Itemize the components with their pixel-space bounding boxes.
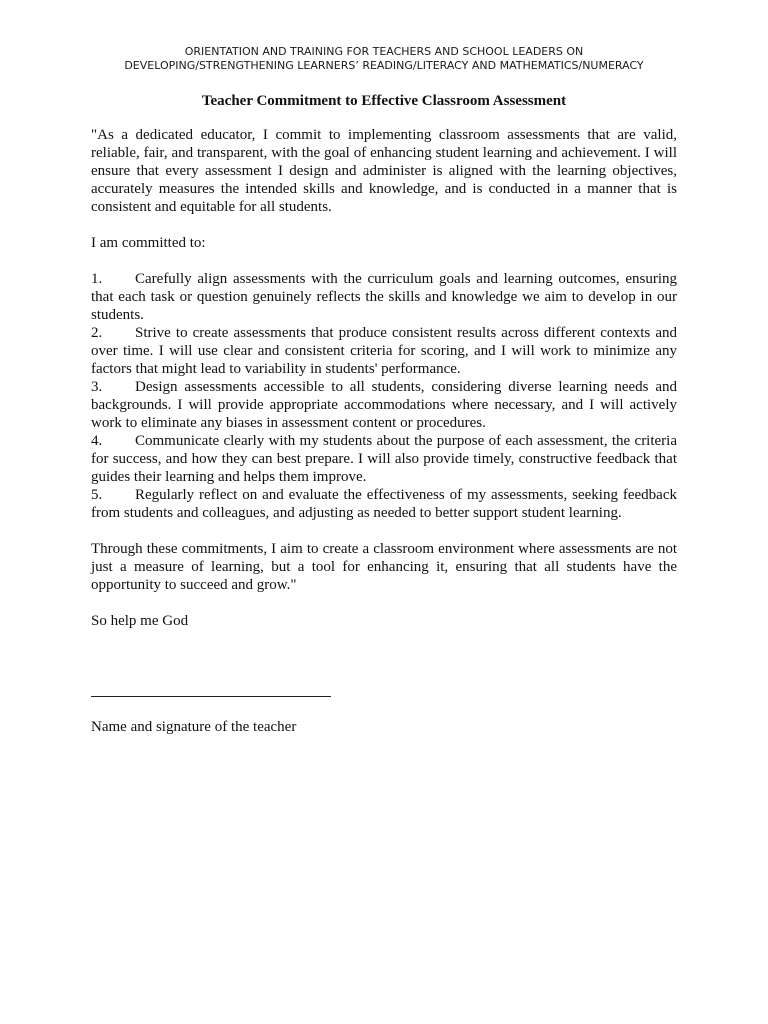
commitment-list xyxy=(91,270,677,522)
list-item-text: Carefully align assessments with the curriculum goals and learning outcomes, ensuring that each task or question genuinely reflects the skills and knowledge we aim to develop in our students. xyxy=(91,271,677,323)
list-item xyxy=(91,324,677,378)
committed-to-label: I am committed to: xyxy=(91,235,206,251)
header-line-1: ORIENTATION AND TRAINING FOR TEACHERS AND SCHOOL LEADERS ON xyxy=(184,45,584,58)
page-header xyxy=(0,45,768,73)
list-item-text: Strive to create assessments that produce consistent results across different contexts and over time. I will use clear and consistent criteria for scoring, and I will work to minimize any factors that might lead to variability in students' performance. xyxy=(91,325,677,377)
list-item-number: 2. xyxy=(91,325,103,341)
list-item-number: 1. xyxy=(91,271,103,287)
document-title: Teacher Commitment to Effective Classroom Assessment xyxy=(201,93,567,109)
list-item-number: 5. xyxy=(91,487,103,503)
closing-line: So help me God xyxy=(91,613,189,629)
list-item xyxy=(91,378,677,432)
list-item xyxy=(91,270,677,324)
conclusion-paragraph: Through these commitments, I aim to create a classroom environment where assessments are not just a measure of learning, but a tool for enhancing it, ensuring that all students have the opportunity to succeed and grow." xyxy=(91,541,677,593)
list-item-number: 4. xyxy=(91,433,103,449)
document-body xyxy=(91,92,677,630)
list-item-text: Communicate clearly with my students about the purpose of each assessment, the criteria for success, and how they can best prepare. I will also provide timely, constructive feedback that guides their learning and helps them improve. xyxy=(91,433,677,485)
list-item-number: 3. xyxy=(91,379,103,395)
signature-line xyxy=(91,696,331,697)
list-item xyxy=(91,486,677,522)
list-item-text: Design assessments accessible to all students, considering diverse learning needs and backgrounds. I will provide appropriate accommodations where necessary, and I will actively work to eliminate any biases in assessment content or procedures. xyxy=(91,379,677,431)
signature-label: Name and signature of the teacher xyxy=(91,719,297,735)
list-item xyxy=(91,432,677,486)
list-item-text: Regularly reflect on and evaluate the effectiveness of my assessments, seeking feedback from students and colleagues, and adjusting as needed to better support student learning. xyxy=(91,487,677,521)
header-line-2: DEVELOPING/STRENGTHENING LEARNERS’ READING/LITERACY AND MATHEMATICS/NUMERACY xyxy=(124,59,644,72)
intro-paragraph: "As a dedicated educator, I commit to implementing classroom assessments that are valid, reliable, fair, and transparent, with the goal of enhancing student learning and achievement. I will ensure that every assessment I design and administer is aligned with the learning objectives, accurately measures the intended skills and knowledge, and is conducted in a manner that is consistent and equitable for all students. xyxy=(91,127,677,215)
